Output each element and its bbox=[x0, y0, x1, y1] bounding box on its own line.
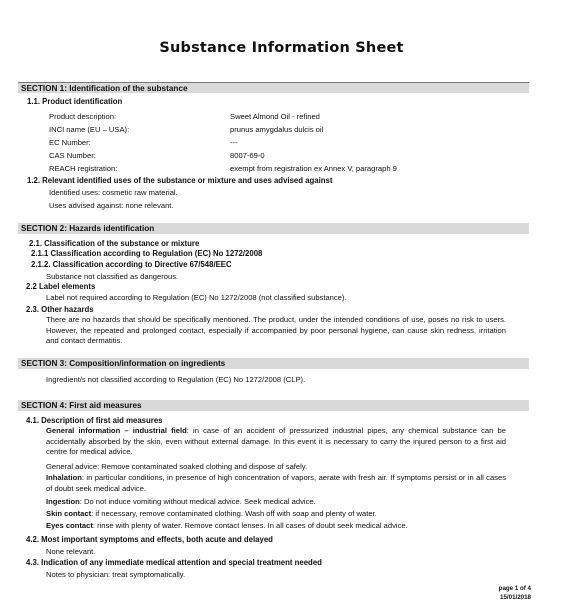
row-label: Product description: bbox=[49, 112, 117, 121]
heading-4-1: 4.1. Description of first aid measures bbox=[26, 416, 163, 425]
skin-contact-text: : if necessary, remove contaminated clothing. Wash off with soap and plenty of water. bbox=[91, 509, 377, 518]
eyes-contact-text: : rinse with plenty of water. Remove contact lenses. In all cases of doubt seek medical advice. bbox=[92, 521, 408, 530]
composition-text: Ingredient/s not classified according to Regulation (EC) No 1272/2008 (CLP). bbox=[46, 375, 306, 384]
heading-2-1-2: 2.1.2. Classification according to Directive 67/548/EEC bbox=[31, 260, 232, 269]
page-number: page 1 of 4 bbox=[498, 585, 531, 592]
uses-advised-against: Uses advised against: none relevant. bbox=[49, 201, 174, 210]
eyes-contact bbox=[46, 521, 516, 532]
heading-1-2: 1.2. Relevant identified uses of the substance or mixture and uses advised against bbox=[27, 176, 333, 185]
identified-uses: Identified uses: cosmetic raw material. bbox=[49, 188, 178, 197]
ingestion bbox=[46, 497, 506, 508]
heading-2-2: 2.2 Label elements bbox=[26, 282, 96, 291]
row-label: EC Number: bbox=[49, 138, 91, 147]
skin-contact bbox=[46, 509, 506, 520]
inhalation-label: Inhalation bbox=[46, 473, 82, 482]
heading-4-2: 4.2. Most important symptoms and effects, both acute and delayed bbox=[26, 535, 273, 544]
row-label: REACH registration: bbox=[49, 164, 118, 173]
label-elements-text: Label not required according to Regulation (EC) No 1272/2008 (not classified substance). bbox=[46, 293, 347, 302]
general-advice: General advice: Remove contaminated soaked clothing and dispose of safely. bbox=[46, 462, 308, 471]
general-information bbox=[46, 426, 506, 458]
ingestion-text: : Do not induce vomiting without medical advice. Seek medical advice. bbox=[79, 497, 316, 506]
section-4-header: SECTION 4: First aid measures bbox=[18, 400, 529, 411]
row-value: exempt from registration ex Annex V, paragraph 9 bbox=[230, 164, 397, 173]
heading-2-1-1: 2.1.1 Classification according to Regulation (EC) No 1272/2008 bbox=[31, 249, 263, 258]
row-value: --- bbox=[230, 138, 238, 147]
section-3-header: SECTION 3: Composition/information on ingredients bbox=[18, 358, 529, 369]
row-label: INCI name (EU – USA): bbox=[49, 125, 130, 134]
eyes-contact-label: Eyes contact bbox=[46, 521, 93, 530]
symptoms-text: None relevant. bbox=[46, 547, 96, 556]
other-hazards-text: There are no hazards that should be specifically mentioned. The product, under the intended conditions of use, poses no risk to users. However, the repeated and prolonged contact, especially if accompanied by poor personal hygiene, can cause skin redness, irritation and contact dermatitis. bbox=[46, 315, 506, 345]
skin-contact-label: Skin contact bbox=[46, 509, 92, 518]
inhalation bbox=[46, 473, 506, 494]
row-value: 8007-69-0 bbox=[230, 151, 265, 160]
heading-2-3: 2.3. Other hazards bbox=[26, 305, 94, 314]
general-information-label: General information – industrial field bbox=[46, 426, 187, 435]
row-value: prunus amygdalus dulcis oil bbox=[230, 125, 324, 134]
section-2-header: SECTION 2: Hazards identification bbox=[18, 223, 529, 234]
heading-2-1: 2.1. Classification of the substance or mixture bbox=[29, 239, 200, 248]
row-label: CAS Number: bbox=[49, 151, 96, 160]
row-value: Sweet Almond Oil - refined bbox=[230, 112, 320, 121]
heading-1-1: 1.1. Product identification bbox=[27, 97, 123, 106]
document-title: Substance Information Sheet bbox=[159, 40, 404, 56]
medical-attention-text: Notes to physician: treat symptomatically. bbox=[46, 570, 186, 579]
section-1-header: SECTION 1: Identification of the substance bbox=[18, 82, 529, 93]
document-date: 15/01/2018 bbox=[500, 594, 531, 601]
ingestion-label: Ingestion bbox=[46, 497, 80, 506]
inhalation-text: : in particular conditions, in presence of high concentration of vapors, aerate with fresh air. If symptoms persist or in all cases of doubt seek medical advice. bbox=[46, 473, 506, 493]
general-information-text: : in case of an accident of pressurized industrial pipes, any chemical substance can be accidentally absorbed by the skin, even without external damage. In this event it is necessary to carry the injured person to a first aid centre for medical advice. bbox=[46, 426, 506, 456]
heading-4-3: 4.3. Indication of any immediate medical attention and special treatment needed bbox=[26, 558, 322, 567]
classification-text: Substance not classified as dangerous. bbox=[46, 272, 179, 281]
